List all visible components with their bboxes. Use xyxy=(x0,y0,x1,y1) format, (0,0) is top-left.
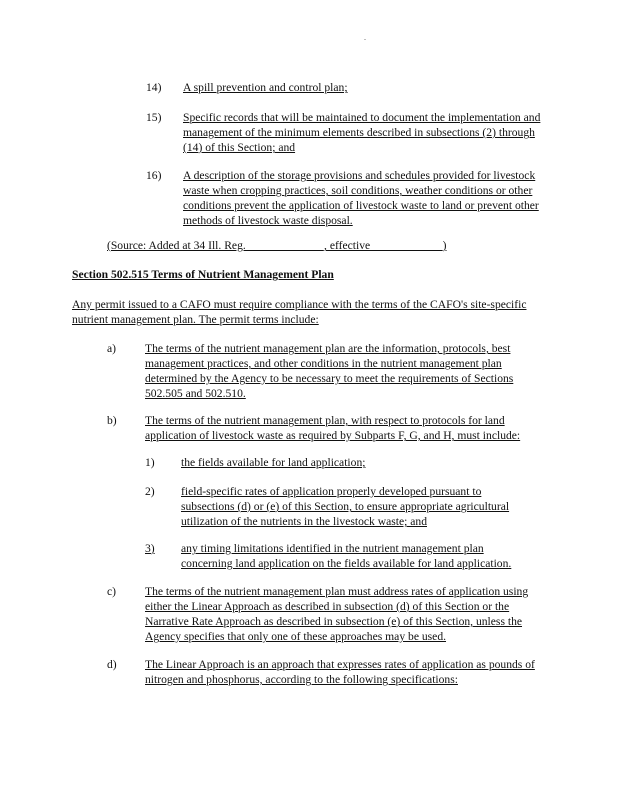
b-item-2-text: field-specific rates of application properly developed pursuant to subsections (d) or (e) of this Section, to ensure appropriate agricultural utilization of the nutrients in the livestock waste; and xyxy=(181,485,510,528)
section-heading: Section 502.515 Terms of Nutrient Management Plan xyxy=(72,268,334,281)
item-14-text: A spill prevention and control plan; xyxy=(183,81,348,94)
item-16-text: A description of the storage provisions and schedules provided for livestock waste when cropping practices, soil conditions, weather conditions or other conditions prevent the application of livestock waste to land or prevent other methods of livestock waste disposal. xyxy=(183,169,539,227)
b-item-3-number: 3) xyxy=(145,542,155,555)
b-item-3-text: any timing limitations identified in the nutrient management plan concerning land application on the fields available for land application. xyxy=(181,542,512,570)
subsection-b-label: b) xyxy=(107,414,117,427)
subsection-d-text: The Linear Approach is an approach that expresses rates of application as pounds of nitrogen and phosphorus, according to the following specifications: xyxy=(145,658,535,686)
b-item-1-number: 1) xyxy=(145,456,155,469)
item-14-number: 14) xyxy=(146,81,162,94)
subsection-d-label: d) xyxy=(107,658,117,671)
item-15-text: Specific records that will be maintained to document the implementation and management of the minimum elements described in subsections (2) through (14) of this Section; and xyxy=(183,111,541,154)
section-intro: Any permit issued to a CAFO must require compliance with the terms of the CAFO's site-specific nutrient management plan. The permit terms include: xyxy=(72,298,527,326)
subsection-b-text: The terms of the nutrient management plan, with respect to protocols for land application of livestock waste as required by Subparts F, G, and H, must include: xyxy=(145,414,521,442)
b-item-2-number: 2) xyxy=(145,485,155,498)
item-15-number: 15) xyxy=(146,111,162,124)
source-note: (Source: Added at 34 Ill. Reg. _____________, effective ____________) xyxy=(107,239,447,252)
subsection-a-label: a) xyxy=(107,342,117,355)
b-item-1-text: the fields available for land application; xyxy=(181,456,366,469)
item-16-number: 16) xyxy=(146,169,162,182)
subsection-c-text: The terms of the nutrient management plan must address rates of application using either the Linear Approach as described in subsection (d) of this Section or the Narrative Rate Approach as described in subsection (e) of this Section, unless the Agency specifies that only one of these approaches may be used. xyxy=(145,585,529,643)
subsection-a-text: The terms of the nutrient management plan are the information, protocols, best management practices, and other conditions in the nutrient management plan determined by the Agency to be necessary to meet the requirements of Sections 502.505 and 502.510. xyxy=(145,342,514,400)
page-mark: . xyxy=(364,33,366,42)
subsection-c-label: c) xyxy=(107,585,117,598)
